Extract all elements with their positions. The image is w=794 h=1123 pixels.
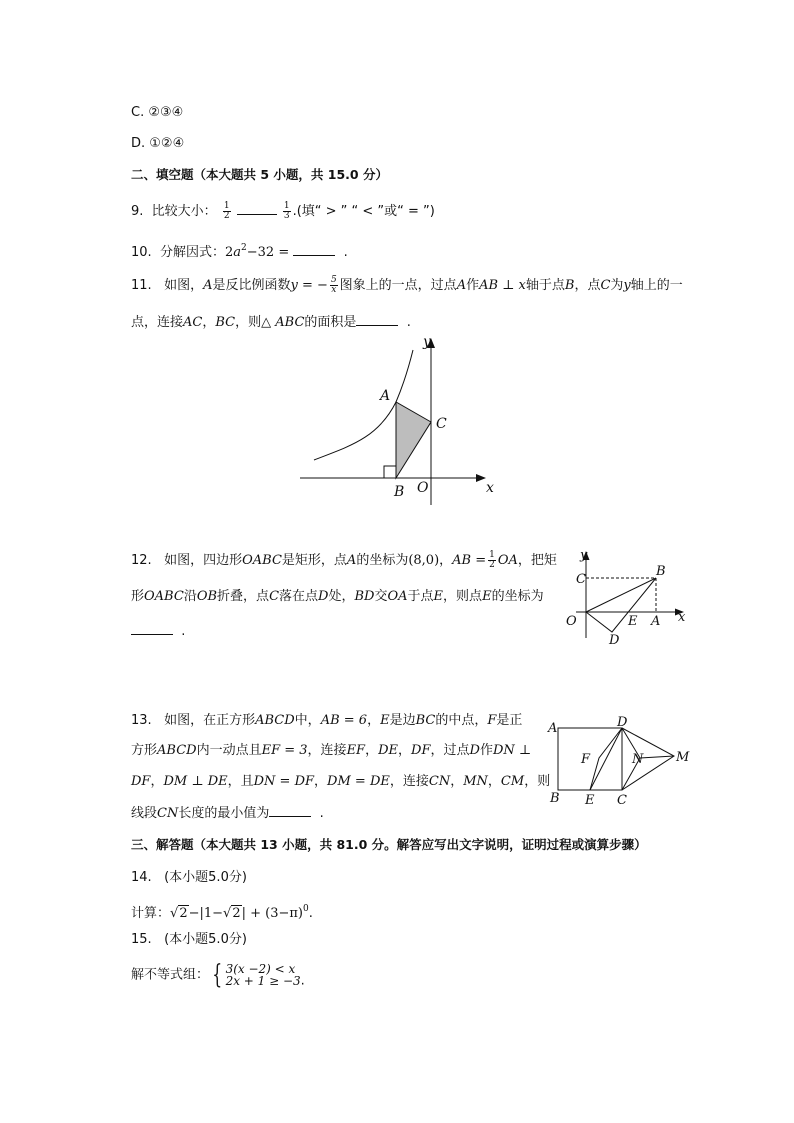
question-12-line-2: 形OABC沿OB折叠，点C落在点D处，BD交OA于点E，则点E的坐标为 bbox=[131, 589, 544, 604]
label-b: B bbox=[656, 564, 666, 579]
option-c: C. ②③④ bbox=[131, 105, 184, 120]
fraction: $\frac{5}{x}$ bbox=[330, 275, 337, 295]
question-number: 13. bbox=[131, 713, 152, 728]
fraction: $\frac{1}{2}$ bbox=[489, 550, 495, 570]
label-o: O bbox=[417, 480, 429, 496]
question-12-line-3: . bbox=[131, 622, 185, 641]
figure-q11 bbox=[290, 330, 510, 510]
question-15-header bbox=[131, 931, 247, 949]
question-number: 12. bbox=[131, 553, 152, 568]
question-number: 15. bbox=[131, 932, 152, 947]
question-14-header bbox=[131, 869, 247, 887]
label-m: M bbox=[676, 750, 690, 765]
question-12-line-1: 12. 如图，四边形OABC是矩形，点A的坐标为(8,0)，AB = $\frac{1}{2}$ OA，把矩 bbox=[131, 550, 557, 570]
question-number: 9. bbox=[131, 204, 144, 219]
label-c: C bbox=[436, 416, 447, 432]
right-angle-mark bbox=[384, 466, 396, 478]
question-score: (本小题5.0分) bbox=[164, 932, 247, 947]
sqrt: √2 bbox=[223, 906, 241, 921]
question-11-line-1: 11. 如图，A是反比例函数y = − $\frac{5}{x}$ 图象上的一点，过点A作AB ⊥ x轴于点B，点C为y轴上的一 bbox=[131, 275, 683, 295]
x-axis-arrow bbox=[476, 474, 486, 482]
inequality-system: 3(x −2) < x 2x + 1 ≥ −3 bbox=[225, 962, 301, 988]
segment-ob bbox=[586, 578, 656, 612]
brace-icon: { bbox=[212, 960, 223, 990]
label-n: N bbox=[632, 752, 644, 767]
label-b: B bbox=[394, 484, 405, 500]
figure-q13 bbox=[544, 712, 724, 808]
question-14-body: 计算：$√2-|1-√2| + (3-\pi)^0$. bbox=[131, 904, 313, 921]
question-13-line-2: 方形ABCD内一动点且EF = 3，连接EF，DE，DF，过点D作DN ⊥ bbox=[131, 743, 532, 758]
question-13-line-1: 13. 如图，在正方形ABCD中，AB = 6，E是边BC的中点，F是正 bbox=[131, 713, 523, 728]
question-number: 11. bbox=[131, 278, 152, 293]
question-number: 10. bbox=[131, 245, 152, 260]
label-f: F bbox=[581, 752, 591, 767]
label-c: C bbox=[576, 572, 586, 587]
label-a: A bbox=[548, 721, 558, 736]
label-e: E bbox=[585, 793, 595, 808]
question-score: (本小题5.0分) bbox=[164, 870, 247, 885]
segment-odb bbox=[586, 578, 656, 632]
label-y: y bbox=[423, 334, 431, 350]
label-o: O bbox=[566, 614, 577, 629]
label-e: E bbox=[628, 614, 638, 629]
section-heading-fill-in: 二、填空题（本大题共 5 小题，共 15.0 分） bbox=[131, 167, 388, 182]
question-11-line-2: 点，连接AC，BC，则△ ABC的面积是 . bbox=[131, 315, 411, 330]
label-d: D bbox=[609, 633, 620, 646]
sqrt: √2 bbox=[170, 906, 188, 921]
segment-nm bbox=[640, 756, 674, 758]
answer-blank[interactable] bbox=[293, 243, 335, 256]
answer-blank[interactable] bbox=[269, 804, 311, 817]
triangle-abc bbox=[396, 402, 431, 478]
label-d: D bbox=[617, 715, 628, 730]
segment-de bbox=[590, 728, 622, 790]
label-b: B bbox=[550, 791, 560, 806]
label-c: C bbox=[617, 793, 627, 808]
question-10: 10. 分解因式：$2a^2-32$ = . bbox=[131, 243, 348, 260]
label-a: A bbox=[380, 388, 391, 404]
question-9: 9. 比较大小： $\frac{1}{2}$ $\frac{1}{3}$ .(填“ > ” “ < ”或“ = ”) bbox=[131, 201, 435, 221]
fraction: $\frac{1}{3}$ bbox=[283, 201, 290, 221]
option-d: D. ①②④ bbox=[131, 136, 185, 151]
label-y: y bbox=[580, 548, 588, 563]
answer-blank[interactable] bbox=[131, 622, 173, 635]
label-x: x bbox=[678, 610, 686, 625]
figure-q12 bbox=[566, 546, 696, 646]
question-15-body: 解不等式组： { 3(x −2) < x 2x + 1 ≥ −3 . bbox=[131, 960, 305, 990]
segment-dmc bbox=[622, 728, 674, 790]
question-13-line-4: 线段CN长度的最小值为 . bbox=[131, 806, 324, 821]
question-number: 14. bbox=[131, 870, 152, 885]
label-a: A bbox=[651, 614, 661, 629]
label-x: x bbox=[486, 480, 494, 496]
section-heading-solutions: 三、解答题（本大题共 13 小题，共 81.0 分。解答应写出文字说明，证明过程或演算步骤） bbox=[131, 837, 647, 852]
fraction: $\frac{1}{2}$ bbox=[223, 201, 230, 221]
question-13-line-3: DF，DM ⊥ DE，且DN = DF，DM = DE，连接CN，MN，CM，则 bbox=[131, 774, 551, 789]
answer-blank[interactable] bbox=[237, 202, 277, 215]
answer-blank[interactable] bbox=[356, 313, 398, 326]
